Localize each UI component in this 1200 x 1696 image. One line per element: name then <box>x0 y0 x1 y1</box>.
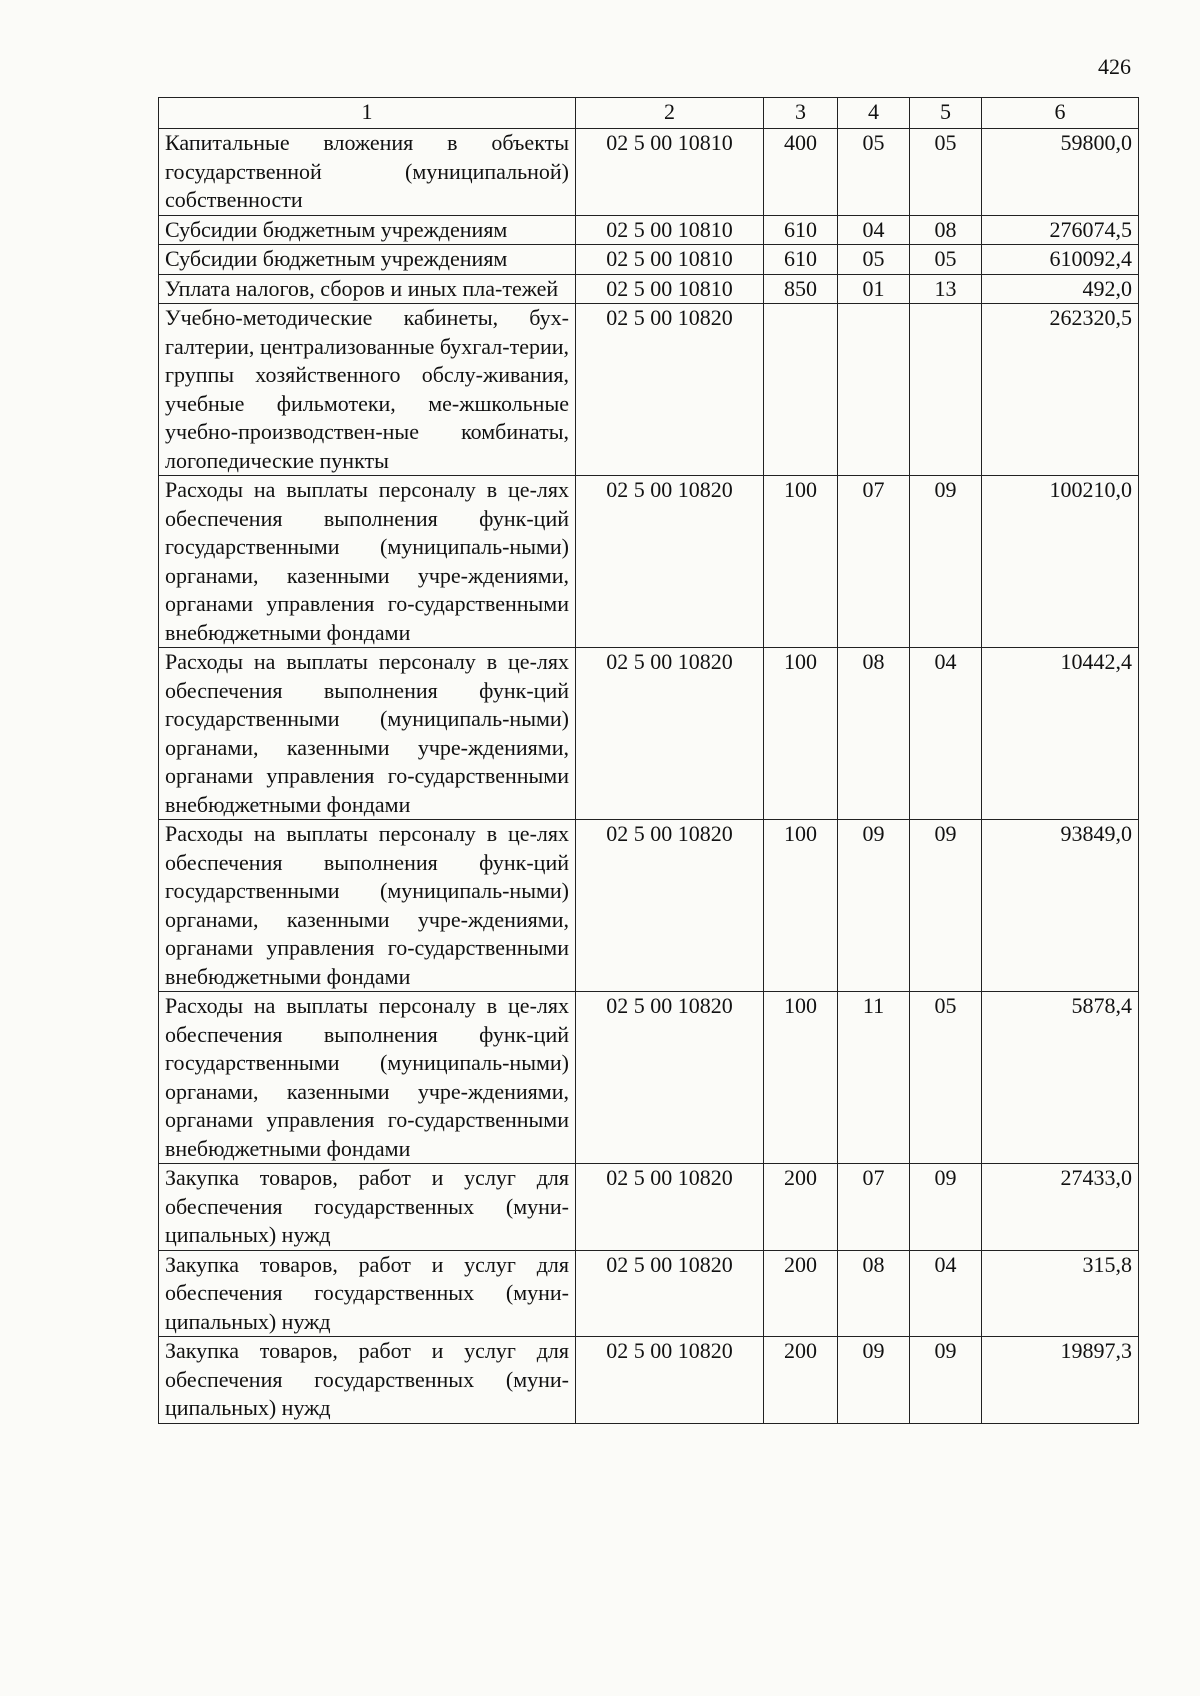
table-row <box>159 245 1139 275</box>
row-code: 02 5 00 10820 <box>576 992 764 1164</box>
row-code: 02 5 00 10820 <box>576 304 764 476</box>
row-subsection: 09 <box>910 476 982 648</box>
row-name: Расходы на выплаты персоналу в це-лях обеспечения выполнения функ-ций государственными (муниципаль-ными) органами, казенными учре-ждениями, органами управления го-сударственными внебюджетными фондами <box>159 992 576 1164</box>
row-subsection: 09 <box>910 820 982 992</box>
row-code: 02 5 00 10810 <box>576 129 764 216</box>
header-col-1: 1 <box>159 98 576 129</box>
row-amount: 19897,3 <box>982 1337 1139 1424</box>
row-amount: 27433,0 <box>982 1164 1139 1251</box>
row-section: 05 <box>838 245 910 275</box>
row-code: 02 5 00 10820 <box>576 1250 764 1337</box>
row-code: 02 5 00 10820 <box>576 1337 764 1424</box>
row-subsection: 13 <box>910 274 982 304</box>
table-row <box>159 1250 1139 1337</box>
row-amount: 93849,0 <box>982 820 1139 992</box>
page-number: 426 <box>1098 54 1131 79</box>
row-expense-type: 610 <box>764 215 838 245</box>
row-name: Капитальные вложения в объекты государственной (муниципальной) собственности <box>159 129 576 216</box>
table-row <box>159 304 1139 476</box>
row-code: 02 5 00 10810 <box>576 274 764 304</box>
row-expense-type: 610 <box>764 245 838 275</box>
row-code: 02 5 00 10820 <box>576 1164 764 1251</box>
row-expense-type <box>764 304 838 476</box>
row-subsection: 05 <box>910 129 982 216</box>
row-subsection: 09 <box>910 1164 982 1251</box>
table-row <box>159 992 1139 1164</box>
row-name: Закупка товаров, работ и услуг для обеспечения государственных (муни-ципальных) нужд <box>159 1250 576 1337</box>
row-section <box>838 304 910 476</box>
row-name: Расходы на выплаты персоналу в це-лях обеспечения выполнения функ-ций государственными (муниципаль-ными) органами, казенными учре-ждениями, органами управления го-сударственными внебюджетными фондами <box>159 648 576 820</box>
row-amount: 100210,0 <box>982 476 1139 648</box>
row-name: Закупка товаров, работ и услуг для обеспечения государственных (муни-ципальных) нужд <box>159 1337 576 1424</box>
table-row <box>159 215 1139 245</box>
row-amount: 276074,5 <box>982 215 1139 245</box>
row-code: 02 5 00 10810 <box>576 245 764 275</box>
row-section: 09 <box>838 1337 910 1424</box>
row-amount: 59800,0 <box>982 129 1139 216</box>
table-row <box>159 1164 1139 1251</box>
row-section: 09 <box>838 820 910 992</box>
row-amount: 5878,4 <box>982 992 1139 1164</box>
row-name: Расходы на выплаты персоналу в це-лях обеспечения выполнения функ-ций государственными (муниципаль-ными) органами, казенными учре-ждениями, органами управления го-сударственными внебюджетными фондами <box>159 820 576 992</box>
row-name: Субсидии бюджетным учреждениям <box>159 245 576 275</box>
row-expense-type: 100 <box>764 648 838 820</box>
row-subsection <box>910 304 982 476</box>
row-name: Субсидии бюджетным учреждениям <box>159 215 576 245</box>
row-amount: 610092,4 <box>982 245 1139 275</box>
header-col-2: 2 <box>576 98 764 129</box>
row-name: Расходы на выплаты персоналу в це-лях обеспечения выполнения функ-ций государственными (муниципаль-ными) органами, казенными учре-ждениями, органами управления го-сударственными внебюджетными фондами <box>159 476 576 648</box>
row-expense-type: 200 <box>764 1337 838 1424</box>
table-row <box>159 1337 1139 1424</box>
table-row <box>159 476 1139 648</box>
table-row <box>159 274 1139 304</box>
row-amount: 10442,4 <box>982 648 1139 820</box>
row-amount: 315,8 <box>982 1250 1139 1337</box>
row-subsection: 08 <box>910 215 982 245</box>
header-col-5: 5 <box>910 98 982 129</box>
row-name: Уплата налогов, сборов и иных пла-тежей <box>159 274 576 304</box>
row-expense-type: 200 <box>764 1164 838 1251</box>
row-amount: 262320,5 <box>982 304 1139 476</box>
table-row <box>159 129 1139 216</box>
row-section: 11 <box>838 992 910 1164</box>
row-expense-type: 400 <box>764 129 838 216</box>
row-section: 01 <box>838 274 910 304</box>
row-expense-type: 100 <box>764 992 838 1164</box>
table-row <box>159 820 1139 992</box>
row-code: 02 5 00 10820 <box>576 648 764 820</box>
header-col-6: 6 <box>982 98 1139 129</box>
row-section: 08 <box>838 1250 910 1337</box>
row-subsection: 09 <box>910 1337 982 1424</box>
table-row <box>159 648 1139 820</box>
row-subsection: 04 <box>910 648 982 820</box>
row-amount: 492,0 <box>982 274 1139 304</box>
row-section: 07 <box>838 476 910 648</box>
header-col-3: 3 <box>764 98 838 129</box>
header-col-4: 4 <box>838 98 910 129</box>
row-code: 02 5 00 10820 <box>576 820 764 992</box>
budget-table <box>158 97 1139 1424</box>
row-section: 07 <box>838 1164 910 1251</box>
row-subsection: 05 <box>910 245 982 275</box>
row-expense-type: 200 <box>764 1250 838 1337</box>
row-expense-type: 100 <box>764 820 838 992</box>
row-subsection: 05 <box>910 992 982 1164</box>
row-section: 08 <box>838 648 910 820</box>
row-code: 02 5 00 10820 <box>576 476 764 648</box>
row-subsection: 04 <box>910 1250 982 1337</box>
table-header-row <box>159 98 1139 129</box>
row-section: 05 <box>838 129 910 216</box>
row-code: 02 5 00 10810 <box>576 215 764 245</box>
row-expense-type: 850 <box>764 274 838 304</box>
row-name: Закупка товаров, работ и услуг для обеспечения государственных (муни-ципальных) нужд <box>159 1164 576 1251</box>
row-section: 04 <box>838 215 910 245</box>
row-expense-type: 100 <box>764 476 838 648</box>
row-name: Учебно-методические кабинеты, бух-галтерии, централизованные бухгал-терии, группы хозяйственного обслу-живания, учебные фильмотеки, ме-жшкольные учебно-производствен-ные комбинаты, логопедические пункты <box>159 304 576 476</box>
